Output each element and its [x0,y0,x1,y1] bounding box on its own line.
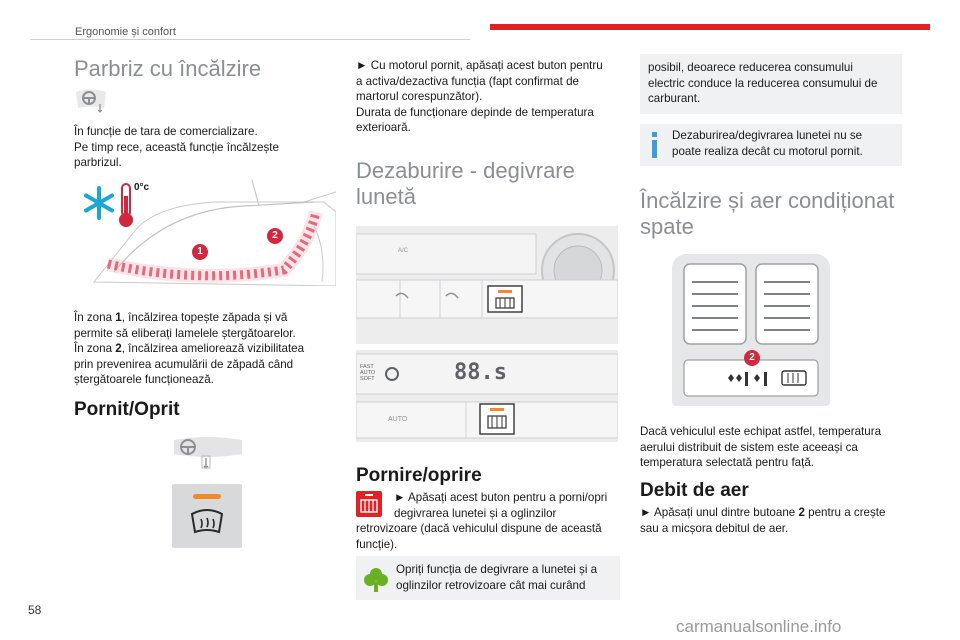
windscreen-zones-figure [74,172,336,286]
section-title-heated-windscreen: Parbriz cu încălzire [74,56,262,81]
fast-auto-soft-labels: FAST AUTO SOFT [360,364,376,382]
thermometer-icon [118,182,134,233]
watermark: carmanualsonline.info [676,617,842,636]
airflow-instructions: ► Apăsați unul dintre butoane 2 pentru a crește sau a micșora debitul de aer. [640,506,886,535]
zone-1-marker: 1 [192,244,208,260]
zone-2-marker: 2 [267,228,283,244]
info-icon [652,132,657,158]
steering-stalk-icon [172,432,244,475]
page-number: 58 [28,603,42,617]
section-title-rear-demist: Dezaburire - degivrare lunetă [356,158,575,209]
heated-windscreen-symbol-icon [74,88,108,119]
section-title-rear-climate: Încălzire și aer condiționat spate [640,188,895,239]
rear-climate-description: Dacă vehiculul este echipat astfel, temperatura aerului distribuit de sistem este aceeași ca temperatura selectată pentru față. [640,425,882,470]
onoff-heading: Pornit/Oprit [74,399,180,420]
airflow-heading: Debit de aer [640,480,749,501]
info-note-box: Dezaburirea/degivrarea lunetei nu se poate realiza decât cu motorul pornit. [640,124,902,166]
eco-tip-box: Opriți funcția de degivrare a lunetei și a oglinzilor retrovizoare cât mai curând [356,556,620,600]
temperature-label: 0°c [134,182,150,193]
running-header: Ergonomie și confort [75,26,176,38]
eco-tip-continued: posibil, deoarece reducerea consumului electric conduce la reducerea consumului de carburant. [640,54,902,114]
auto-button-label: AUTO [388,416,408,423]
header-accent-bar [490,24,930,30]
header-rule [30,39,470,40]
windscreen-heat-icon [190,508,224,539]
start-stop-heading: Pornire/oprire [356,465,482,486]
ac-label: A/C [398,248,409,254]
eco-tree-icon [364,566,388,599]
activation-instructions: ► Cu motorul pornit, apăsați acest buton pentru a activa/dezactiva funcția (fapt confirmat de martorul corespunzător). Durata de funcționare depinde de temperatura exterioară. [356,59,603,135]
intro-text: În funcție de tara de comercializare. Pe timp rece, această funcție încălzește parbrizul. [74,125,279,170]
indicator-lamp [193,494,221,499]
zones-description: În zona 1, încălzirea topește zăpada și vă permite să eliberați lamelele ștergătoarelor. În zona 2, încălzirea ameliorează vizibilitatea prin prevenirea acumulării de zăpadă când ștergătoarele funcționează. [74,311,305,387]
fan-buttons-marker: 2 [744,350,760,366]
display-readout: 88.s [454,360,507,385]
rear-vents-figure [672,254,830,406]
snowflake-icon [82,186,116,225]
rear-demist-instructions: ► Apăsați acest buton pentru a porni/opri degivrarea lunetei și a oglinzilor retrovizoare (dacă vehiculul dispune de această funcție). [356,491,608,551]
heated-windscreen-button[interactable] [172,484,242,548]
climate-panel-figure-2 [356,350,618,442]
climate-panel-figure-1 [356,226,618,344]
